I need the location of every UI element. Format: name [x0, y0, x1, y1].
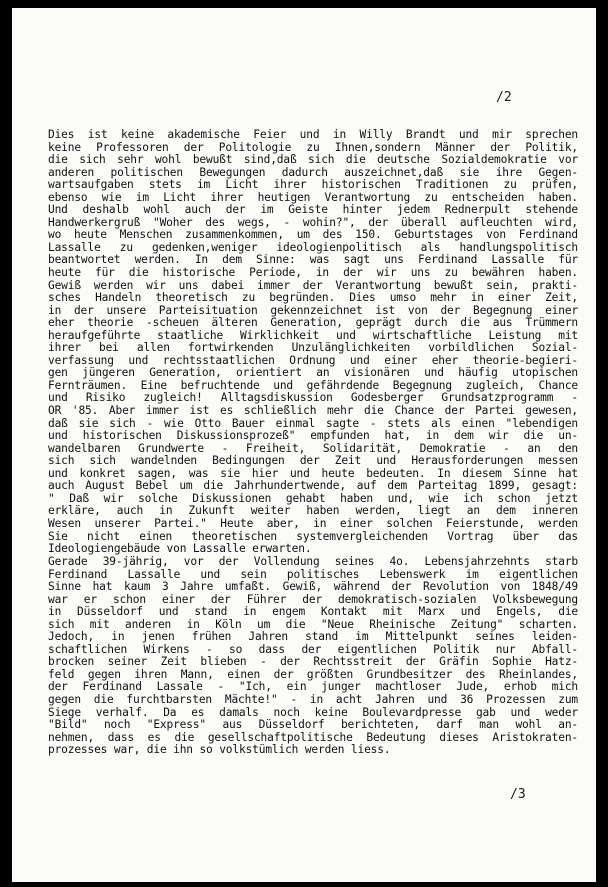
text-line: war er schon einer der Führer der demokratisch-sozialen Volksbewegung — [48, 592, 578, 606]
page-number-bottom: /3 — [510, 787, 526, 802]
text-line: Sinne hat kaum 3 Jahre umfaßt. Gewiß, während der Revolution von 1848/49 — [48, 580, 578, 594]
text-line: wartsaufgaben stets im Licht ihrer historischen Traditionen zu prüfen, — [48, 178, 578, 192]
text-line: in Düsseldorf und stand in engem Kontakt mit Marx und Engels, die — [48, 605, 578, 619]
text-line: Und deshalb wohl auch der im Geiste hinter jedem Rednerpult stehende — [48, 203, 578, 217]
text-line: OR '85. Aber immer ist es schließlich mehr die Chance der Partei gewesen, — [48, 404, 578, 418]
text-line: und konkret sagen, was sie hier und heute bedeuten. In diesem Sinne hat — [48, 466, 578, 480]
page-number-top: /2 — [496, 90, 512, 105]
text-line: sches Handeln theoretisch zu begründen. Dies umso mehr in einer Zeit, — [48, 291, 578, 305]
text-line: heute für die historische Periode, in der wir uns zu bewähren haben. — [48, 266, 578, 280]
text-line: verfassung und rechtsstaatlichen Ordnung und einer eher theorie-begieri- — [48, 353, 578, 367]
text-line: Gerade 39-jährig, vor der Vollendung seines 4o. Lebensjahrzehnts starb — [48, 555, 578, 568]
text-line: gegen die furchtbarsten Mächte!" - in acht Jahren und 36 Prozessen zum — [48, 693, 578, 707]
text-line: Jedoch, in jenen frühen Jahren stand im Mittelpunkt seines leiden- — [48, 630, 578, 644]
text-line: prozesses war, die ihn so volkstümlich werden liess. — [48, 743, 391, 757]
text-line: Gewiß werden wir uns dabei immer der Verantwortung bewußt sein, prakti- — [48, 278, 578, 292]
text-line: nehmen, dass es die gesellschaftpolitische Bedeutung dieses Aristokraten- — [48, 730, 578, 744]
text-line: Dies ist keine akademische Feier und in Willy Brandt und mir sprechen — [48, 128, 578, 141]
text-line: wandelbaren Grundwerte - Freiheit, Solidarität, Demokratie - an den — [48, 441, 578, 455]
text-line: erkläre, auch in Zukunft weiter haben werden, liegt an dem inneren — [48, 504, 578, 518]
text-line: brocken seiner Zeit blieben - der Rechtsstreit der Gräfin Sophie Hatz- — [48, 655, 578, 669]
text-line: keine Professoren der Politologie zu Ihnen,sondern Männer der Politik, — [48, 140, 578, 154]
text-line: heraufgeführte staatliche Wirklichkeit und wirtschaftliche Leistung mit — [48, 328, 578, 342]
text-line: beantwortet werden. In dem Sinne: was sagt uns Ferdinand Lassalle für — [48, 253, 578, 267]
text-line: Fernträumen. Eine befruchtende und gefährdende Begegnung zugleich, Chance — [48, 378, 578, 392]
text-line: sich sich wandelnden Bedingungen der Zeit und Herausforderungen messen — [48, 454, 578, 468]
text-line: Ideologiengebäude von Lassalle erwarten. — [48, 542, 312, 556]
text-line: " Daß wir solche Diskussionen gehabt haben und, wie ich schon jetzt — [48, 491, 578, 505]
text-line: sich mit anderen in Köln um die "Neue Rheinische Zeitung" scharten. — [48, 617, 578, 631]
text-line: in der unsere Parteisituation gekennzeichnet ist von der Begegnung einer — [48, 303, 578, 317]
text-line: die sich sehr wohl bewußt sind,daß sich die deutsche Sozialdemokratie vor — [48, 153, 578, 167]
text-line: eher theorie -scheuen älteren Generation, geprägt durch die aus Trümmern — [48, 316, 578, 330]
text-line: der Ferdinand Lassale - "Ich, ein junger machtloser Jude, erhob mich — [48, 680, 578, 694]
text-line: und Risiko zugleich! Alltagsdiskussion Godesberger Grundsatzprogramm - — [48, 391, 578, 405]
text-line: anderen politischen Bewegungen dadurch auszeichnet,daß sie ihre Gegen- — [48, 165, 578, 179]
text-line: ebenso wie im Licht ihrer heutigen Verantwortung zu entscheiden haben. — [48, 190, 578, 204]
paragraph-2 — [48, 556, 578, 757]
paragraph-1 — [48, 129, 578, 556]
text-line: schaftlichen Wirkens - so dass der eigentlichen Politik nur Abfall- — [48, 642, 578, 656]
text-line: Siege verhalf. Da es damals noch keine Boulevardpresse gab und weder — [48, 705, 578, 719]
document-page — [12, 8, 596, 882]
text-line: feld gegen ihren Mann, einen der größten Grundbesitzer des Rheinlandes, — [48, 667, 578, 681]
text-line: Handwerkergruß "Woher des wegs, - wohin?", der überall aufleuchten wird, — [48, 215, 578, 229]
text-line: "Bild" noch "Express" aus Düsseldorf berichteten, darf man wohl an- — [48, 718, 578, 732]
text-line: Sie nicht einen theoretischen systemvergleichenden Vortrag über das — [48, 529, 578, 543]
text-line: daß sie sich - wie Otto Bauer einmal sagte - stets als einen "lebendigen — [48, 416, 578, 430]
text-line: Lassalle zu gedenken,weniger ideologienpolitisch als handlungspolitisch — [48, 240, 578, 254]
text-line: auch August Bebel um die Jahrhundertwende, auf dem Parteitag 1899, gesagt: — [48, 479, 578, 493]
text-line: Ferdinand Lassalle und sein politisches Lebenswerk im eigentlichen — [48, 567, 578, 581]
text-line: gen jüngeren Generation, orientiert an visionären und häufig utopischen — [48, 366, 578, 380]
text-line: wo heute Menschen zusammenkommen, um des 150. Geburtstages von Ferdinand — [48, 228, 578, 242]
text-line: ihrer bei allen fortwirkenden Unzulänglichkeiten vorbildlichen Sozial- — [48, 341, 578, 355]
text-line: Wesen unserer Partei." Heute aber, in einer solchen Feierstunde, werden — [48, 516, 578, 530]
text-line: und historischen Diskussionsprozeß" empfunden hat, in dem wir die un- — [48, 429, 578, 443]
